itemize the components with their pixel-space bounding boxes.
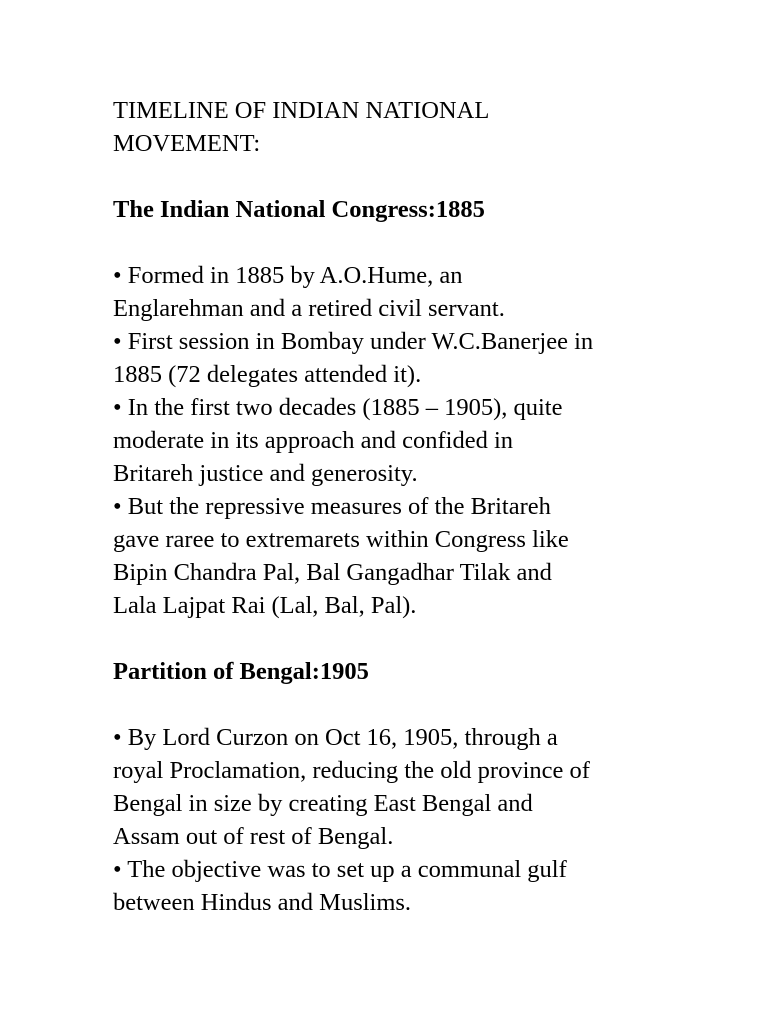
title-line: TIMELINE OF INDIAN NATIONAL (113, 97, 490, 124)
bullet-line: Englarehman and a retired civil servant. (113, 295, 505, 322)
bullet-item (113, 259, 673, 325)
bullet-item (113, 325, 673, 391)
bullet-line: • The objective was to set up a communal gulf (113, 856, 567, 883)
section-heading: Partition of Bengal:1905 (113, 658, 369, 685)
bullet-line: 1885 (72 delegates attended it). (113, 361, 422, 388)
document-title (113, 94, 673, 160)
bullet-line: Lala Lajpat Rai (Lal, Bal, Pal). (113, 592, 417, 619)
bullet-line: gave raree to extremarets within Congress like (113, 526, 569, 553)
bullet-line: Assam out of rest of Bengal. (113, 823, 394, 850)
bullet-line: • Formed in 1885 by A.O.Hume, an (113, 262, 463, 289)
bullet-line: • First session in Bombay under W.C.Banerjee in (113, 328, 594, 355)
bullet-line: between Hindus and Muslims. (113, 889, 412, 916)
bullet-line: moderate in its approach and confided in (113, 427, 514, 454)
bullet-line: • By Lord Curzon on Oct 16, 1905, through a (113, 724, 558, 751)
title-line: MOVEMENT: (113, 130, 261, 157)
bullet-line: • But the repressive measures of the Britareh (113, 493, 551, 520)
bullet-line: • In the first two decades (1885 – 1905), quite (113, 394, 563, 421)
spacer (113, 688, 673, 721)
bullet-item (113, 721, 673, 853)
spacer (113, 622, 673, 655)
section-bengal (113, 655, 673, 919)
spacer (113, 226, 673, 259)
spacer (113, 160, 673, 193)
bullet-item (113, 490, 673, 622)
section-heading: The Indian National Congress:1885 (113, 196, 485, 223)
bullet-line: Britareh justice and generosity. (113, 460, 418, 487)
bullet-item (113, 391, 673, 490)
section-congress (113, 193, 673, 622)
bullet-item (113, 853, 673, 919)
bullet-line: royal Proclamation, reducing the old province of (113, 757, 590, 784)
document-content (113, 94, 673, 919)
bullet-line: Bipin Chandra Pal, Bal Gangadhar Tilak and (113, 559, 552, 586)
bullet-line: Bengal in size by creating East Bengal and (113, 790, 533, 817)
